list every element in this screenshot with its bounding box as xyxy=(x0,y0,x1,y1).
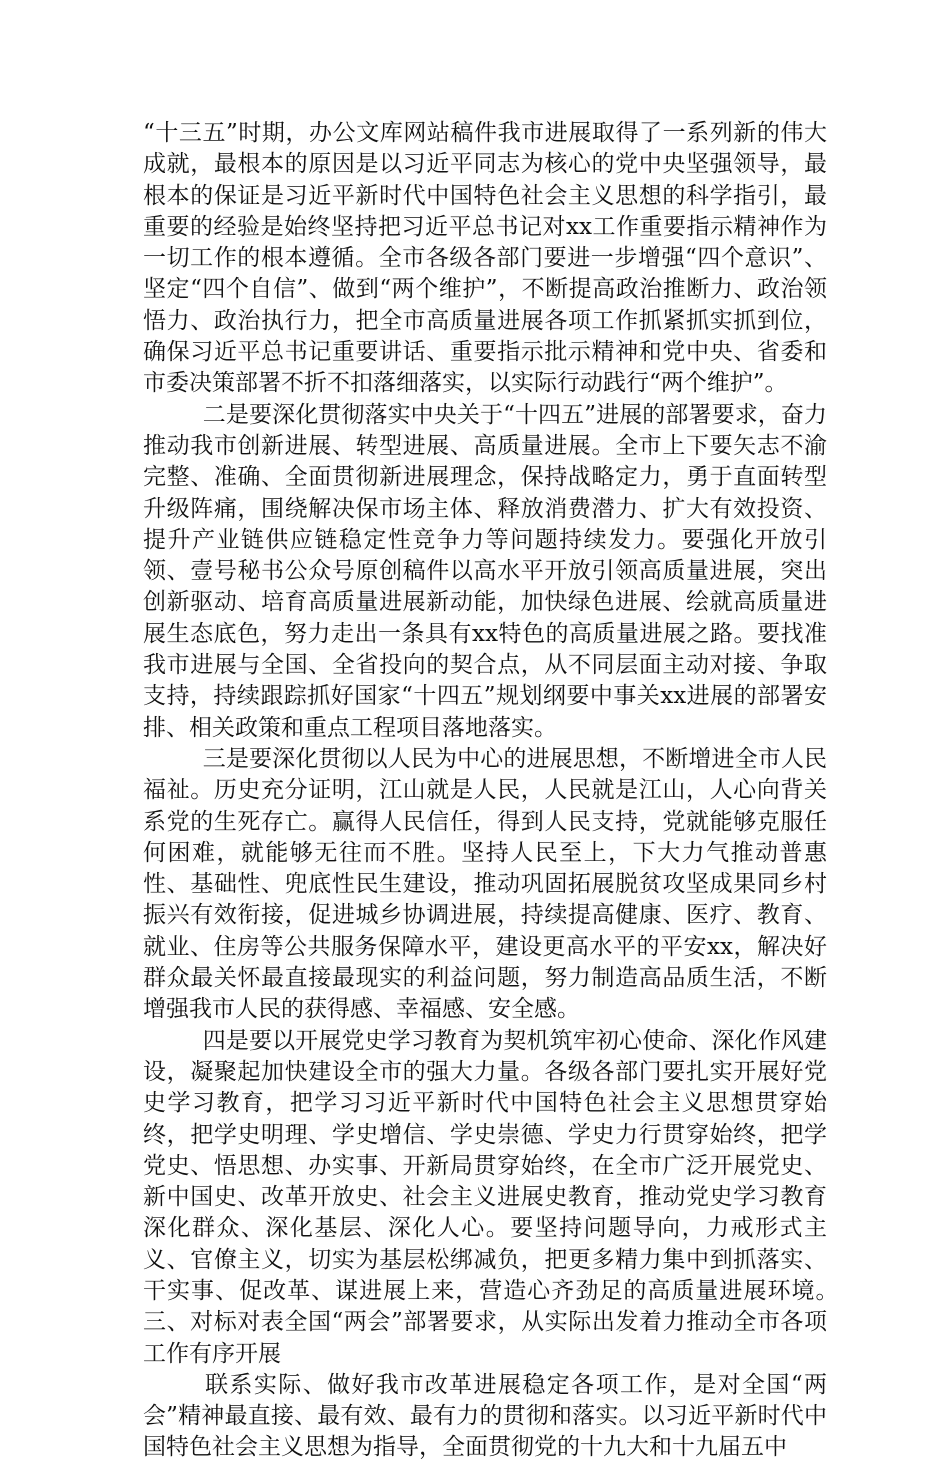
paragraph-1: “十三五”时期，办公文库网站稿件我市进展取得了一系列新的伟大成就，最根本的原因是以习近平同志为核心的党中央坚强领导，最根本的保证是习近平新时代中国特色社会主义思想的科学指引，最重要的经验是始终坚持把习近平总书记对xx工作重要指示精神作为一切工作的根本遵循。全市各级各部门要进一步增强“四个意识”、坚定“四个自信”、做到“两个维护”，不断提高政治推断力、政治领悟力、政治执行力，把全市高质量进展各项工作抓紧抓实抓到位，确保习近平总书记重要讲话、重要指示批示精神和党中央、省委和市委决策部署不折不扣落细落实，以实际行动践行“两个维护”。 xyxy=(143,120,827,397)
paragraph-5: 联系实际、做好我市改革进展稳定各项工作，是对全国“两会”精神最直接、最有效、最有力的贯彻和落实。以习近平新时代中国特色社会主义思想为指导，全面贯彻党的十九大和十九届五中 xyxy=(143,1371,827,1461)
document-body xyxy=(143,118,873,1464)
paragraph-4: 四是要以开展党史学习教育为契机筑牢初心使命、深化作风建设，凝聚起加快建设全市的强大力量。各级各部门要扎实开展好党史学习教育，把学习习近平新时代中国特色社会主义思想贯穿始终，把学史明理、学史增信、学史崇德、学史力行贯穿始终，把学党史、悟思想、办实事、开新局贯穿始终，在全市广泛开展党史、新中国史、改革开放史、社会主义进展史教育，推动党史学习教育深化群众、深化基层、深化人心。要坚持问题导向，力戒形式主义、官僚主义，切实为基层松绑减负，把更多精力集中到抓落实、干实事、促改革、谋进展上来，营造心齐劲足的高质量进展环境。 三、对标对表全国“两会”部署要求，从实际出发着力推动全市各项工作有序开展 xyxy=(143,1027,873,1367)
paragraph-3: 三是要深化贯彻以人民为中心的进展思想，不断增进全市人民福祉。历史充分证明，江山就是人民，人民就是江山，人心向背关系党的生死存亡。赢得人民信任，得到人民支持，党就能够克服任何困难，就能够无往而不胜。坚持人民至上，下大力气推动普惠性、基础性、兜底性民生建设，推动巩固拓展脱贫攻坚成果同乡村振兴有效衔接，促进城乡协调进展，持续提高健康、医疗、教育、就业、住房等公共服务保障水平，建设更高水平的平安xx，解决好群众最关怀最直接最现实的利益问题，努力制造高品质生活，不断增强我市人民的获得感、幸福感、安全感。 xyxy=(143,745,827,1023)
paragraph-2: 二是要深化贯彻落实中央关于“十四五”进展的部署要求，奋力推动我市创新进展、转型进展、高质量进展。全市上下要矢志不渝完整、准确、全面贯彻新进展理念，保持战略定力，勇于直面转型升级阵痛，围绕解决保市场主体、释放消费潜力、扩大有效投资、提升产业链供应链稳定性竞争力等问题持续发力。要强化开放引领、壹号秘书公众号原创稿件以高水平开放引领高质量进展，突出创新驱动、培育高质量进展新动能，加快绿色进展、绘就高质量进展生态底色，努力走出一条具有xx特色的高质量进展之路。要找准我市进展与全国、全省投向的契合点，从不同层面主动对接、争取支持，持续跟踪抓好国家“十四五”规划纲要中事关xx进展的部署安排、相关政策和重点工程项目落地落实。 xyxy=(143,401,827,741)
